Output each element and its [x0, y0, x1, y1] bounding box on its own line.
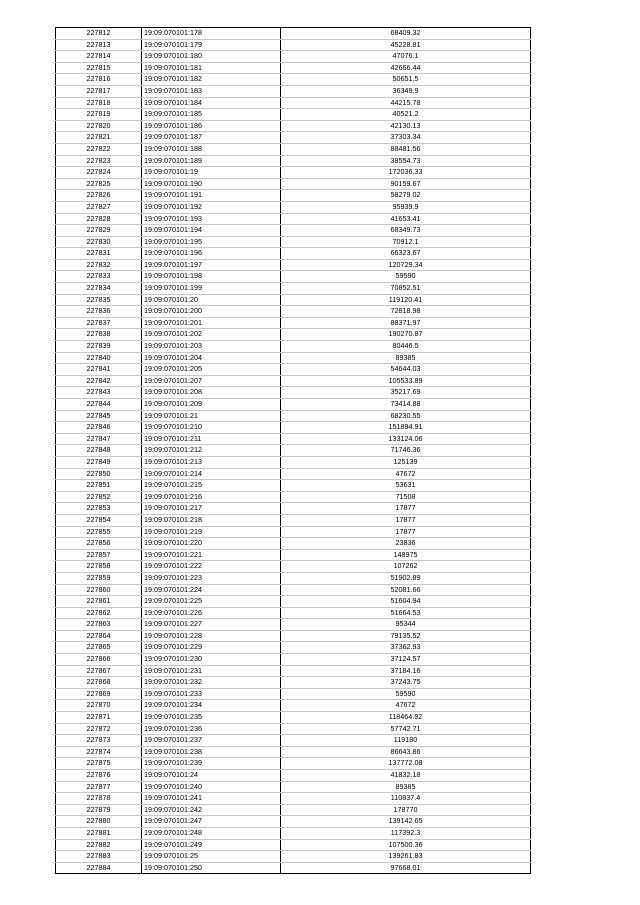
value-cell: 54644.03	[281, 364, 531, 376]
table-row	[56, 491, 531, 503]
table-row	[56, 97, 531, 109]
table-row	[56, 735, 531, 747]
value-cell: 72818.98	[281, 306, 531, 318]
cadastral-number-cell: 19:09:070101:196	[142, 248, 281, 260]
value-cell: 120729.34	[281, 259, 531, 271]
value-cell: 105533.89	[281, 375, 531, 387]
data-table	[55, 27, 531, 874]
table-row	[56, 201, 531, 213]
cadastral-number-cell: 19:09:070101:209	[142, 399, 281, 411]
table-row	[56, 445, 531, 457]
cadastral-number-cell: 19:09:070101:248	[142, 827, 281, 839]
table-row	[56, 283, 531, 295]
cadastral-number-cell: 19:09:070101:214	[142, 468, 281, 480]
value-cell: 35217.69	[281, 387, 531, 399]
cadastral-number-cell: 19:09:070101:249	[142, 839, 281, 851]
record-id-cell: 227827	[56, 201, 142, 213]
table-body	[56, 28, 531, 874]
value-cell: 190270.87	[281, 329, 531, 341]
table-row	[56, 723, 531, 735]
record-id-cell: 227861	[56, 596, 142, 608]
value-cell: 53631	[281, 480, 531, 492]
value-cell: 66323.67	[281, 248, 531, 260]
record-id-cell: 227875	[56, 758, 142, 770]
cadastral-number-cell: 19:09:070101:236	[142, 723, 281, 735]
record-id-cell: 227831	[56, 248, 142, 260]
value-cell: 17877	[281, 514, 531, 526]
value-cell: 57742.71	[281, 723, 531, 735]
cadastral-number-cell: 19:09:070101:231	[142, 665, 281, 677]
table-row	[56, 468, 531, 480]
cadastral-number-cell: 19:09:070101:189	[142, 155, 281, 167]
record-id-cell: 227832	[56, 259, 142, 271]
cadastral-number-cell: 19:09:070101:25	[142, 851, 281, 863]
value-cell: 110837.4	[281, 793, 531, 805]
cadastral-number-cell: 19:09:070101:218	[142, 514, 281, 526]
value-cell: 68409.32	[281, 28, 531, 40]
record-id-cell: 227823	[56, 155, 142, 167]
table-row	[56, 422, 531, 434]
table-row	[56, 712, 531, 724]
cadastral-number-cell: 19:09:070101:198	[142, 271, 281, 283]
cadastral-number-cell: 19:09:070101:190	[142, 178, 281, 190]
table-row	[56, 607, 531, 619]
table-row	[56, 120, 531, 132]
value-cell: 148975	[281, 549, 531, 561]
record-id-cell: 227880	[56, 816, 142, 828]
table-row	[56, 341, 531, 353]
record-id-cell: 227826	[56, 190, 142, 202]
table-row	[56, 190, 531, 202]
table-row	[56, 352, 531, 364]
value-cell: 133124.06	[281, 433, 531, 445]
cadastral-number-cell: 19:09:070101:234	[142, 700, 281, 712]
cadastral-number-cell: 19:09:070101:225	[142, 596, 281, 608]
table-row	[56, 839, 531, 851]
table-row	[56, 642, 531, 654]
value-cell: 23836	[281, 538, 531, 550]
cadastral-number-cell: 19:09:070101:193	[142, 213, 281, 225]
value-cell: 37362.93	[281, 642, 531, 654]
cadastral-number-cell: 19:09:070101:183	[142, 85, 281, 97]
record-id-cell: 227813	[56, 39, 142, 51]
table-row	[56, 746, 531, 758]
record-id-cell: 227850	[56, 468, 142, 480]
record-id-cell: 227833	[56, 271, 142, 283]
table-row	[56, 399, 531, 411]
value-cell: 178770	[281, 804, 531, 816]
value-cell: 139261.83	[281, 851, 531, 863]
record-id-cell: 227874	[56, 746, 142, 758]
table-row	[56, 514, 531, 526]
record-id-cell: 227828	[56, 213, 142, 225]
cadastral-number-cell: 19:09:070101:235	[142, 712, 281, 724]
table-row	[56, 758, 531, 770]
record-id-cell: 227824	[56, 167, 142, 179]
record-id-cell: 227837	[56, 317, 142, 329]
cadastral-number-cell: 19:09:070101:222	[142, 561, 281, 573]
value-cell: 42666.44	[281, 62, 531, 74]
cadastral-number-cell: 19:09:070101:201	[142, 317, 281, 329]
record-id-cell: 227838	[56, 329, 142, 341]
value-cell: 68230.55	[281, 410, 531, 422]
record-id-cell: 227881	[56, 827, 142, 839]
cadastral-number-cell: 19:09:070101:185	[142, 109, 281, 121]
value-cell: 73414.88	[281, 399, 531, 411]
value-cell: 52081.66	[281, 584, 531, 596]
record-id-cell: 227847	[56, 433, 142, 445]
table-row	[56, 143, 531, 155]
value-cell: 95939.9	[281, 201, 531, 213]
record-id-cell: 227846	[56, 422, 142, 434]
table-row	[56, 306, 531, 318]
value-cell: 71508	[281, 491, 531, 503]
cadastral-number-cell: 19:09:070101:217	[142, 503, 281, 515]
record-id-cell: 227843	[56, 387, 142, 399]
value-cell: 90159.67	[281, 178, 531, 190]
cadastral-number-cell: 19:09:070101:199	[142, 283, 281, 295]
cadastral-number-cell: 19:09:070101:250	[142, 862, 281, 874]
table-row	[56, 827, 531, 839]
table-row	[56, 109, 531, 121]
value-cell: 38554.73	[281, 155, 531, 167]
record-id-cell: 227818	[56, 97, 142, 109]
table-row	[56, 236, 531, 248]
value-cell: 79135.52	[281, 630, 531, 642]
record-id-cell: 227862	[56, 607, 142, 619]
value-cell: 139142.65	[281, 816, 531, 828]
cadastral-number-cell: 19:09:070101:247	[142, 816, 281, 828]
table-row	[56, 74, 531, 86]
record-id-cell: 227830	[56, 236, 142, 248]
cadastral-number-cell: 19:09:070101:186	[142, 120, 281, 132]
record-id-cell: 227882	[56, 839, 142, 851]
record-id-cell: 227839	[56, 341, 142, 353]
record-id-cell: 227842	[56, 375, 142, 387]
record-id-cell: 227878	[56, 793, 142, 805]
value-cell: 41653.41	[281, 213, 531, 225]
record-id-cell: 227865	[56, 642, 142, 654]
cadastral-number-cell: 19:09:070101:188	[142, 143, 281, 155]
table-row	[56, 329, 531, 341]
table-row	[56, 155, 531, 167]
table-row	[56, 364, 531, 376]
value-cell: 125139	[281, 456, 531, 468]
value-cell: 47076.1	[281, 51, 531, 63]
value-cell: 41832.18	[281, 770, 531, 782]
cadastral-number-cell: 19:09:070101:194	[142, 225, 281, 237]
value-cell: 42130.13	[281, 120, 531, 132]
cadastral-number-cell: 19:09:070101:204	[142, 352, 281, 364]
value-cell: 118464.92	[281, 712, 531, 724]
cadastral-number-cell: 19:09:070101:179	[142, 39, 281, 51]
record-id-cell: 227829	[56, 225, 142, 237]
record-id-cell: 227848	[56, 445, 142, 457]
table-row	[56, 132, 531, 144]
record-id-cell: 227866	[56, 654, 142, 666]
value-cell: 17877	[281, 503, 531, 515]
record-id-cell: 227834	[56, 283, 142, 295]
value-cell: 86643.86	[281, 746, 531, 758]
cadastral-number-cell: 19:09:070101:200	[142, 306, 281, 318]
record-id-cell: 227852	[56, 491, 142, 503]
record-id-cell: 227815	[56, 62, 142, 74]
table-row	[56, 225, 531, 237]
cadastral-number-cell: 19:09:070101:211	[142, 433, 281, 445]
cadastral-number-cell: 19:09:070101:216	[142, 491, 281, 503]
cadastral-number-cell: 19:09:070101:197	[142, 259, 281, 271]
record-id-cell: 227870	[56, 700, 142, 712]
table-row	[56, 271, 531, 283]
table-row	[56, 410, 531, 422]
table-row	[56, 317, 531, 329]
record-id-cell: 227841	[56, 364, 142, 376]
table-row	[56, 851, 531, 863]
table-row	[56, 700, 531, 712]
cadastral-number-cell: 19:09:070101:187	[142, 132, 281, 144]
value-cell: 40521.2	[281, 109, 531, 121]
table-row	[56, 387, 531, 399]
record-id-cell: 227864	[56, 630, 142, 642]
record-id-cell: 227856	[56, 538, 142, 550]
table-row	[56, 561, 531, 573]
record-id-cell: 227849	[56, 456, 142, 468]
value-cell: 70912.1	[281, 236, 531, 248]
cadastral-number-cell: 19:09:070101:220	[142, 538, 281, 550]
cadastral-number-cell: 19:09:070101:210	[142, 422, 281, 434]
table-row	[56, 178, 531, 190]
record-id-cell: 227835	[56, 294, 142, 306]
record-id-cell: 227820	[56, 120, 142, 132]
value-cell: 45228.81	[281, 39, 531, 51]
record-id-cell: 227845	[56, 410, 142, 422]
cadastral-number-cell: 19:09:070101:219	[142, 526, 281, 538]
cadastral-number-cell: 19:09:070101:21	[142, 410, 281, 422]
table-row	[56, 677, 531, 689]
value-cell: 107262	[281, 561, 531, 573]
table-row	[56, 51, 531, 63]
table-row	[56, 294, 531, 306]
value-cell: 37303.34	[281, 132, 531, 144]
record-id-cell: 227816	[56, 74, 142, 86]
table-row	[56, 375, 531, 387]
value-cell: 88481.56	[281, 143, 531, 155]
cadastral-number-cell: 19:09:070101:178	[142, 28, 281, 40]
value-cell: 37184.16	[281, 665, 531, 677]
record-id-cell: 227851	[56, 480, 142, 492]
table-row	[56, 213, 531, 225]
value-cell: 137772.08	[281, 758, 531, 770]
value-cell: 117392.3	[281, 827, 531, 839]
table-row	[56, 862, 531, 874]
cadastral-number-cell: 19:09:070101:203	[142, 341, 281, 353]
record-id-cell: 227819	[56, 109, 142, 121]
record-id-cell: 227854	[56, 514, 142, 526]
cadastral-number-cell: 19:09:070101:202	[142, 329, 281, 341]
table-row	[56, 85, 531, 97]
table-row	[56, 654, 531, 666]
table-row	[56, 781, 531, 793]
table-row	[56, 39, 531, 51]
value-cell: 119120.41	[281, 294, 531, 306]
cadastral-number-cell: 19:09:070101:20	[142, 294, 281, 306]
record-id-cell: 227840	[56, 352, 142, 364]
record-id-cell: 227859	[56, 572, 142, 584]
cadastral-number-cell: 19:09:070101:238	[142, 746, 281, 758]
record-id-cell: 227817	[56, 85, 142, 97]
record-id-cell: 227884	[56, 862, 142, 874]
cadastral-number-cell: 19:09:070101:184	[142, 97, 281, 109]
table-row	[56, 770, 531, 782]
value-cell: 172036.33	[281, 167, 531, 179]
record-id-cell: 227879	[56, 804, 142, 816]
record-id-cell: 227853	[56, 503, 142, 515]
cadastral-number-cell: 19:09:070101:215	[142, 480, 281, 492]
table-row	[56, 619, 531, 631]
value-cell: 47672	[281, 468, 531, 480]
cadastral-number-cell: 19:09:070101:224	[142, 584, 281, 596]
cadastral-number-cell: 19:09:070101:239	[142, 758, 281, 770]
cadastral-number-cell: 19:09:070101:228	[142, 630, 281, 642]
record-id-cell: 227872	[56, 723, 142, 735]
cadastral-number-cell: 19:09:070101:212	[142, 445, 281, 457]
cadastral-number-cell: 19:09:070101:195	[142, 236, 281, 248]
value-cell: 70852.51	[281, 283, 531, 295]
value-cell: 17877	[281, 526, 531, 538]
table-row	[56, 572, 531, 584]
cadastral-number-cell: 19:09:070101:19	[142, 167, 281, 179]
value-cell: 47672	[281, 700, 531, 712]
value-cell: 51604.94	[281, 596, 531, 608]
cadastral-number-cell: 19:09:070101:229	[142, 642, 281, 654]
record-id-cell: 227860	[56, 584, 142, 596]
table-row	[56, 456, 531, 468]
record-id-cell: 227883	[56, 851, 142, 863]
cadastral-number-cell: 19:09:070101:182	[142, 74, 281, 86]
cadastral-number-cell: 19:09:070101:191	[142, 190, 281, 202]
cadastral-number-cell: 19:09:070101:242	[142, 804, 281, 816]
table-row	[56, 596, 531, 608]
record-id-cell: 227855	[56, 526, 142, 538]
cadastral-number-cell: 19:09:070101:181	[142, 62, 281, 74]
cadastral-number-cell: 19:09:070101:207	[142, 375, 281, 387]
value-cell: 59590	[281, 688, 531, 700]
value-cell: 50651.5	[281, 74, 531, 86]
record-id-cell: 227858	[56, 561, 142, 573]
table-row	[56, 549, 531, 561]
value-cell: 37124.57	[281, 654, 531, 666]
record-id-cell: 227871	[56, 712, 142, 724]
value-cell: 97668.01	[281, 862, 531, 874]
value-cell: 37243.75	[281, 677, 531, 689]
table-row	[56, 630, 531, 642]
cadastral-number-cell: 19:09:070101:232	[142, 677, 281, 689]
record-id-cell: 227814	[56, 51, 142, 63]
table-row	[56, 480, 531, 492]
value-cell: 51902.89	[281, 572, 531, 584]
table-row	[56, 503, 531, 515]
value-cell: 151894.91	[281, 422, 531, 434]
value-cell: 80446.5	[281, 341, 531, 353]
value-cell: 44215.78	[281, 97, 531, 109]
record-id-cell: 227844	[56, 399, 142, 411]
table-row	[56, 433, 531, 445]
cadastral-number-cell: 19:09:070101:233	[142, 688, 281, 700]
value-cell: 36349.9	[281, 85, 531, 97]
cadastral-number-cell: 19:09:070101:226	[142, 607, 281, 619]
table-row	[56, 665, 531, 677]
record-id-cell: 227821	[56, 132, 142, 144]
cadastral-number-cell: 19:09:070101:221	[142, 549, 281, 561]
cadastral-number-cell: 19:09:070101:180	[142, 51, 281, 63]
record-id-cell: 227868	[56, 677, 142, 689]
value-cell: 68349.73	[281, 225, 531, 237]
value-cell: 119180	[281, 735, 531, 747]
record-id-cell: 227857	[56, 549, 142, 561]
record-id-cell: 227825	[56, 178, 142, 190]
table-row	[56, 259, 531, 271]
record-id-cell: 227877	[56, 781, 142, 793]
record-id-cell: 227867	[56, 665, 142, 677]
value-cell: 107500.36	[281, 839, 531, 851]
cadastral-number-cell: 19:09:070101:237	[142, 735, 281, 747]
cadastral-number-cell: 19:09:070101:241	[142, 793, 281, 805]
table-row	[56, 62, 531, 74]
value-cell: 51664.53	[281, 607, 531, 619]
cadastral-number-cell: 19:09:070101:205	[142, 364, 281, 376]
table-row	[56, 688, 531, 700]
cadastral-number-cell: 19:09:070101:230	[142, 654, 281, 666]
value-cell: 89385	[281, 781, 531, 793]
record-id-cell: 227812	[56, 28, 142, 40]
table-row	[56, 28, 531, 40]
record-id-cell: 227836	[56, 306, 142, 318]
table-row	[56, 816, 531, 828]
value-cell: 89385	[281, 352, 531, 364]
cadastral-number-cell: 19:09:070101:208	[142, 387, 281, 399]
table-row	[56, 793, 531, 805]
value-cell: 59590	[281, 271, 531, 283]
record-id-cell: 227863	[56, 619, 142, 631]
table-row	[56, 526, 531, 538]
table-row	[56, 584, 531, 596]
record-id-cell: 227876	[56, 770, 142, 782]
cadastral-number-cell: 19:09:070101:24	[142, 770, 281, 782]
table-row	[56, 538, 531, 550]
value-cell: 95344	[281, 619, 531, 631]
value-cell: 71746.36	[281, 445, 531, 457]
cadastral-number-cell: 19:09:070101:223	[142, 572, 281, 584]
value-cell: 58279.02	[281, 190, 531, 202]
cadastral-number-cell: 19:09:070101:240	[142, 781, 281, 793]
record-id-cell: 227822	[56, 143, 142, 155]
cadastral-number-cell: 19:09:070101:192	[142, 201, 281, 213]
record-id-cell: 227873	[56, 735, 142, 747]
value-cell: 88371.97	[281, 317, 531, 329]
record-id-cell: 227869	[56, 688, 142, 700]
cadastral-number-cell: 19:09:070101:213	[142, 456, 281, 468]
table-row	[56, 248, 531, 260]
table-row	[56, 804, 531, 816]
table-row	[56, 167, 531, 179]
cadastral-number-cell: 19:09:070101:227	[142, 619, 281, 631]
